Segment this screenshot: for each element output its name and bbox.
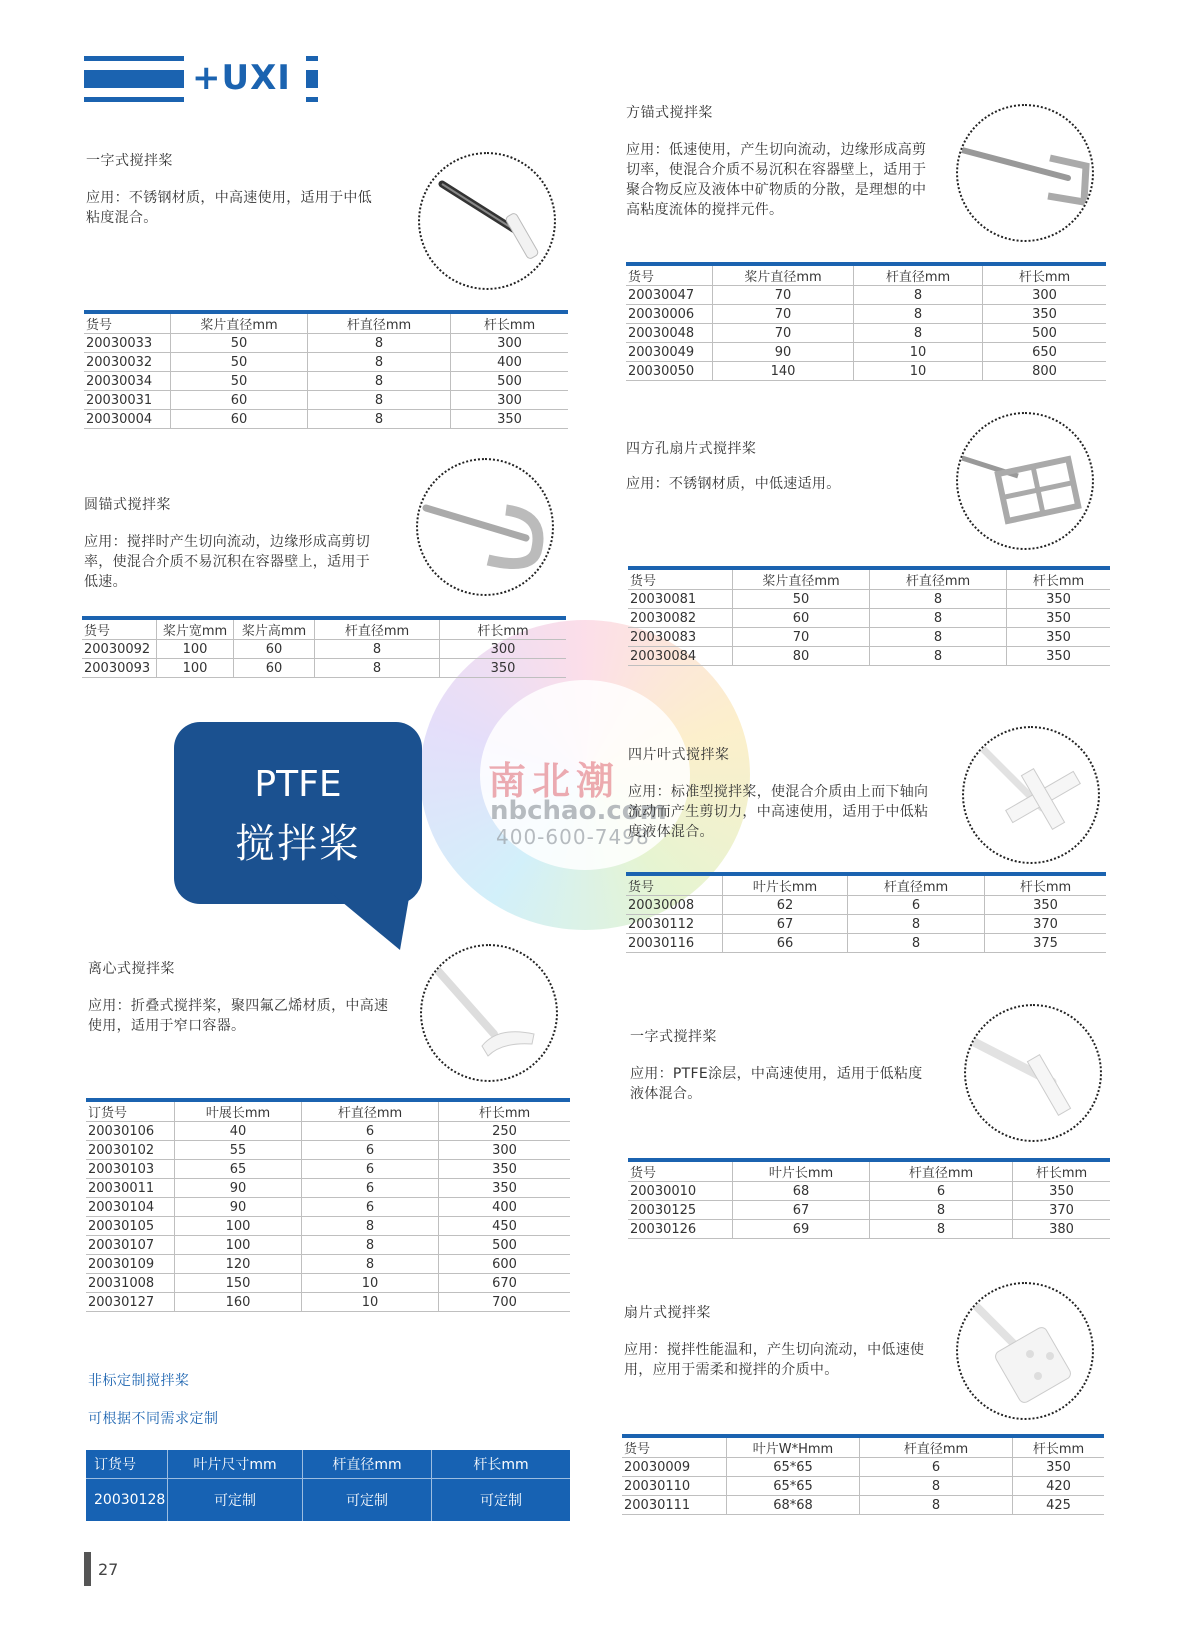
table-row xyxy=(626,343,1106,362)
col-header: 杆长mm xyxy=(440,618,567,640)
table-cell: 68*68 xyxy=(727,1496,860,1515)
table-cell: 800 xyxy=(983,362,1107,381)
section-title: 一字式搅拌桨 xyxy=(86,153,173,169)
table-cell: 20030081 xyxy=(628,590,733,609)
custom-subtitle: 可根据不同需求定制 xyxy=(88,1411,219,1427)
table-cell: 20030106 xyxy=(86,1122,175,1141)
table-cell: 700 xyxy=(439,1293,571,1312)
col-header: 杆直径mm xyxy=(848,874,985,896)
table-cell: 60 xyxy=(171,410,308,429)
table-cell: 420 xyxy=(1013,1477,1105,1496)
section-description: 应用：搅拌性能温和，产生切向流动，中低速使用，应用于需柔和搅拌的介质中。 xyxy=(624,1342,925,1378)
table-cell: 6 xyxy=(302,1122,439,1141)
table-cell: 65 xyxy=(175,1160,302,1179)
table-cell: 20030093 xyxy=(82,659,157,678)
table-cell: 8 xyxy=(854,324,983,343)
section-title: 四方孔扇片式搅拌桨 xyxy=(626,441,757,457)
col-header: 杆直径mm xyxy=(870,1160,1013,1182)
table-cell: 50 xyxy=(171,372,308,391)
table-cell: 8 xyxy=(302,1236,439,1255)
table-cell: 20030112 xyxy=(626,915,723,934)
custom-title: 非标定制搅拌桨 xyxy=(88,1373,190,1389)
col-header: 货号 xyxy=(628,1160,733,1182)
table-cell: 20030048 xyxy=(626,324,713,343)
table-cell: 8 xyxy=(854,286,983,305)
section-title: 离心式搅拌桨 xyxy=(88,961,175,977)
table-row xyxy=(626,362,1106,381)
table-cell: 65*65 xyxy=(727,1477,860,1496)
col-header: 桨片直径mm xyxy=(713,264,854,286)
table-cell: 140 xyxy=(713,362,854,381)
table-cell: 100 xyxy=(157,640,234,659)
table-cell: 66 xyxy=(723,934,848,953)
table-row xyxy=(84,353,568,372)
col-header: 桨片直径mm xyxy=(733,568,870,590)
table-row xyxy=(86,1479,570,1522)
table-cell: 500 xyxy=(439,1236,571,1255)
table-cell: 90 xyxy=(713,343,854,362)
col-header: 叶片长mm xyxy=(723,874,848,896)
table-cell: 8 xyxy=(870,628,1007,647)
section-title: 圆锚式搅拌桨 xyxy=(84,497,171,513)
table-cell: 8 xyxy=(848,934,985,953)
table-cell: 350 xyxy=(1007,628,1111,647)
table-cell: 20030031 xyxy=(84,391,171,410)
product-image xyxy=(964,1004,1102,1142)
table-cell: 8 xyxy=(302,1217,439,1236)
badge-line2: 搅拌桨 xyxy=(235,821,361,867)
table-cell: 20030083 xyxy=(628,628,733,647)
section-description: 应用：PTFE涂层，中高速使用，适用于低粘度液体混合。 xyxy=(630,1066,923,1102)
table-cell: 10 xyxy=(302,1293,439,1312)
table-row xyxy=(86,1122,570,1141)
col-header: 杆直径mm xyxy=(870,568,1007,590)
table-cell: 80 xyxy=(733,647,870,666)
table-cell: 20030126 xyxy=(628,1220,733,1239)
table-row xyxy=(82,659,566,678)
table-row xyxy=(86,1293,570,1312)
table-row xyxy=(626,896,1106,915)
table-cell: 8 xyxy=(308,391,451,410)
table-row xyxy=(626,915,1106,934)
table-cell: 670 xyxy=(439,1274,571,1293)
table-cell: 20030107 xyxy=(86,1236,175,1255)
logo-wordmark: +UXI xyxy=(192,58,291,98)
table-cell: 10 xyxy=(854,343,983,362)
table-cell: 100 xyxy=(175,1217,302,1236)
table-cell: 500 xyxy=(983,324,1107,343)
table-cell: 400 xyxy=(451,353,569,372)
table-cell: 20030127 xyxy=(86,1293,175,1312)
section-description: 应用：标准型搅拌桨，使混合介质由上而下轴向流动而产生剪切力，中高速使用，适用于中低粘度液体混合。 xyxy=(628,784,929,840)
table-row xyxy=(628,1182,1110,1201)
table-row xyxy=(82,640,566,659)
table-cell: 300 xyxy=(983,286,1107,305)
table-cell: 650 xyxy=(983,343,1107,362)
table-cell: 70 xyxy=(713,305,854,324)
product-image xyxy=(962,726,1100,864)
col-header: 杆直径mm xyxy=(302,1100,439,1122)
table-cell: 350 xyxy=(1013,1182,1111,1201)
section-title: 一字式搅拌桨 xyxy=(630,1029,717,1045)
table-row xyxy=(84,410,568,429)
table-cell: 8 xyxy=(315,640,440,659)
table-row xyxy=(86,1179,570,1198)
table-cell: 20030008 xyxy=(626,896,723,915)
page-number: 27 xyxy=(98,1560,119,1579)
col-header: 货号 xyxy=(82,618,157,640)
col-header: 叶片尺寸mm xyxy=(168,1450,303,1479)
table-cell: 400 xyxy=(439,1198,571,1217)
table-cell: 10 xyxy=(854,362,983,381)
section-title: 扇片式搅拌桨 xyxy=(624,1305,711,1321)
table-cell: 6 xyxy=(302,1198,439,1217)
table-row xyxy=(86,1160,570,1179)
table-cell: 20030102 xyxy=(86,1141,175,1160)
table-cell: 60 xyxy=(171,391,308,410)
table-cell: 60 xyxy=(234,640,315,659)
table-cell: 350 xyxy=(985,896,1107,915)
col-header: 订货号 xyxy=(86,1450,168,1479)
table-cell: 300 xyxy=(439,1141,571,1160)
table-row xyxy=(626,324,1106,343)
table-cell: 500 xyxy=(451,372,569,391)
col-header: 桨片直径mm xyxy=(171,312,308,334)
table-cell: 6 xyxy=(870,1182,1013,1201)
table-cell: 65*65 xyxy=(727,1458,860,1477)
table-cell: 55 xyxy=(175,1141,302,1160)
col-header: 货号 xyxy=(626,874,723,896)
table-row xyxy=(628,647,1110,666)
watermark-brand: 南北潮 xyxy=(488,759,621,803)
col-header: 杆长mm xyxy=(439,1100,571,1122)
col-header: 杆长mm xyxy=(1013,1160,1111,1182)
table-row xyxy=(84,391,568,410)
table-cell: 20030084 xyxy=(628,647,733,666)
table-cell: 350 xyxy=(440,659,567,678)
table-cell: 425 xyxy=(1013,1496,1105,1515)
table-cell: 8 xyxy=(308,372,451,391)
table-cell: 20030050 xyxy=(626,362,713,381)
table-cell: 450 xyxy=(439,1217,571,1236)
table-cell: 62 xyxy=(723,896,848,915)
product-image xyxy=(956,104,1094,242)
watermark-phone: 400-600-7498 xyxy=(496,825,650,849)
table-cell: 370 xyxy=(985,915,1107,934)
spec-table xyxy=(626,872,1106,953)
col-header: 杆长mm xyxy=(1013,1436,1105,1458)
page-number-bar xyxy=(84,1552,91,1586)
col-header: 杆长mm xyxy=(432,1450,571,1479)
col-header: 货号 xyxy=(84,312,171,334)
table-cell: 50 xyxy=(171,334,308,353)
table-cell: 8 xyxy=(308,353,451,372)
table-cell: 20030034 xyxy=(84,372,171,391)
col-header: 叶片W*Hmm xyxy=(727,1436,860,1458)
product-image xyxy=(418,152,556,290)
col-header: 桨片高mm xyxy=(234,618,315,640)
table-cell: 6 xyxy=(302,1160,439,1179)
table-row xyxy=(86,1236,570,1255)
table-row xyxy=(628,1201,1110,1220)
table-cell: 100 xyxy=(157,659,234,678)
table-cell: 8 xyxy=(308,334,451,353)
product-image xyxy=(956,1282,1094,1420)
table-cell: 70 xyxy=(713,286,854,305)
table-cell: 6 xyxy=(860,1458,1013,1477)
table-cell: 8 xyxy=(860,1477,1013,1496)
table-cell: 120 xyxy=(175,1255,302,1274)
col-header: 杆直径mm xyxy=(854,264,983,286)
table-cell: 8 xyxy=(870,1201,1013,1220)
table-cell: 20030011 xyxy=(86,1179,175,1198)
section-description: 应用：折叠式搅拌桨，聚四氟乙烯材质，中高速使用，适用于窄口容器。 xyxy=(88,998,389,1034)
table-cell: 100 xyxy=(175,1236,302,1255)
table-row xyxy=(86,1141,570,1160)
col-header: 桨片宽mm xyxy=(157,618,234,640)
table-cell: 67 xyxy=(723,915,848,934)
table-row xyxy=(628,609,1110,628)
table-cell: 20030033 xyxy=(84,334,171,353)
spec-table xyxy=(622,1434,1104,1515)
spec-table xyxy=(82,616,566,678)
table-cell: 300 xyxy=(440,640,567,659)
table-cell: 20030010 xyxy=(628,1182,733,1201)
table-cell: 350 xyxy=(1013,1458,1105,1477)
table-cell: 20030047 xyxy=(626,286,713,305)
table-row xyxy=(622,1496,1104,1515)
col-header: 货号 xyxy=(626,264,713,286)
custom-table xyxy=(86,1450,570,1521)
table-cell: 8 xyxy=(848,915,985,934)
table-cell: 8 xyxy=(870,590,1007,609)
table-cell: 20030110 xyxy=(622,1477,727,1496)
table-cell: 20031008 xyxy=(86,1274,175,1293)
table-row xyxy=(622,1458,1104,1477)
section-description: 应用：不锈钢材质，中低速适用。 xyxy=(626,476,841,492)
spec-table xyxy=(626,262,1106,381)
section-title: 四片叶式搅拌桨 xyxy=(628,747,730,763)
table-cell: 380 xyxy=(1013,1220,1111,1239)
table-cell: 250 xyxy=(439,1122,571,1141)
table-row xyxy=(626,305,1106,324)
table-cell: 8 xyxy=(870,609,1007,628)
table-row xyxy=(86,1274,570,1293)
table-cell: 90 xyxy=(175,1198,302,1217)
table-cell: 20030125 xyxy=(628,1201,733,1220)
table-cell: 20030103 xyxy=(86,1160,175,1179)
table-cell: 50 xyxy=(733,590,870,609)
col-header: 杆长mm xyxy=(985,874,1107,896)
product-image xyxy=(416,458,554,596)
category-badge xyxy=(174,722,422,922)
table-cell: 68 xyxy=(733,1182,870,1201)
table-cell: 70 xyxy=(733,628,870,647)
spec-table xyxy=(86,1098,570,1312)
table-cell: 可定制 xyxy=(303,1479,432,1522)
table-cell: 20030032 xyxy=(84,353,171,372)
table-row xyxy=(86,1217,570,1236)
section-title: 方锚式搅拌桨 xyxy=(626,105,713,121)
product-image xyxy=(420,944,558,1082)
col-header: 杆直径mm xyxy=(308,312,451,334)
table-row xyxy=(628,1220,1110,1239)
table-cell: 50 xyxy=(171,353,308,372)
table-cell: 60 xyxy=(234,659,315,678)
table-cell: 350 xyxy=(1007,647,1111,666)
table-cell: 可定制 xyxy=(168,1479,303,1522)
table-row xyxy=(628,628,1110,647)
table-row xyxy=(626,286,1106,305)
table-cell: 350 xyxy=(983,305,1107,324)
spec-table xyxy=(84,310,568,429)
table-cell: 67 xyxy=(733,1201,870,1220)
table-cell: 6 xyxy=(302,1141,439,1160)
table-cell: 69 xyxy=(733,1220,870,1239)
col-header: 叶片长mm xyxy=(733,1160,870,1182)
table-cell: 20030009 xyxy=(622,1458,727,1477)
table-cell: 300 xyxy=(451,391,569,410)
table-cell: 160 xyxy=(175,1293,302,1312)
badge-line1: PTFE xyxy=(254,764,342,805)
table-row xyxy=(86,1198,570,1217)
table-cell: 6 xyxy=(302,1179,439,1198)
col-header: 订货号 xyxy=(86,1100,175,1122)
table-cell: 350 xyxy=(439,1179,571,1198)
table-cell: 20030105 xyxy=(86,1217,175,1236)
table-cell: 可定制 xyxy=(432,1479,571,1522)
table-cell: 600 xyxy=(439,1255,571,1274)
table-cell: 8 xyxy=(302,1255,439,1274)
table-cell: 375 xyxy=(985,934,1107,953)
table-row xyxy=(628,590,1110,609)
table-row xyxy=(626,934,1106,953)
table-cell: 6 xyxy=(848,896,985,915)
col-header: 杆直径mm xyxy=(303,1450,432,1479)
table-cell: 90 xyxy=(175,1179,302,1198)
table-row xyxy=(86,1255,570,1274)
col-header: 杆长mm xyxy=(1007,568,1111,590)
col-header: 叶展长mm xyxy=(175,1100,302,1122)
table-cell: 350 xyxy=(1007,590,1111,609)
col-header: 杆直径mm xyxy=(315,618,440,640)
table-cell: 70 xyxy=(713,324,854,343)
table-cell: 8 xyxy=(870,647,1007,666)
watermark-site: nbchao.com xyxy=(490,796,667,826)
col-header: 杆直径mm xyxy=(860,1436,1013,1458)
table-cell: 40 xyxy=(175,1122,302,1141)
spec-table xyxy=(628,566,1110,666)
table-cell: 350 xyxy=(1007,609,1111,628)
section-description: 应用：低速使用，产生切向流动，边缘形成高剪切率，使混合介质不易沉积在容器壁上，适用于聚合物反应及液体中矿物质的分散，是理想的中高粘度流体的搅拌元件。 xyxy=(626,142,927,218)
table-cell: 8 xyxy=(860,1496,1013,1515)
table-cell: 10 xyxy=(302,1274,439,1293)
table-cell: 20030104 xyxy=(86,1198,175,1217)
col-header: 货号 xyxy=(622,1436,727,1458)
table-cell: 8 xyxy=(308,410,451,429)
spec-table xyxy=(628,1158,1110,1239)
table-row xyxy=(84,334,568,353)
table-cell: 8 xyxy=(854,305,983,324)
col-header: 货号 xyxy=(628,568,733,590)
table-cell: 20030128 xyxy=(94,1492,166,1508)
section-description: 应用：不锈钢材质，中高速使用，适用于中低粘度混合。 xyxy=(86,190,372,226)
table-cell: 370 xyxy=(1013,1201,1111,1220)
table-cell: 8 xyxy=(870,1220,1013,1239)
table-cell: 20030049 xyxy=(626,343,713,362)
section-description: 应用：搅拌时产生切向流动，边缘形成高剪切率，使混合介质不易沉积在容器壁上，适用于低速。 xyxy=(84,534,370,590)
table-cell: 350 xyxy=(439,1160,571,1179)
table-cell: 350 xyxy=(451,410,569,429)
table-cell: 300 xyxy=(451,334,569,353)
table-cell: 150 xyxy=(175,1274,302,1293)
table-cell: 20030109 xyxy=(86,1255,175,1274)
table-cell: 20030004 xyxy=(84,410,171,429)
table-cell: 8 xyxy=(315,659,440,678)
table-row xyxy=(84,372,568,391)
table-cell: 20030006 xyxy=(626,305,713,324)
col-header: 杆长mm xyxy=(983,264,1107,286)
table-cell: 20030111 xyxy=(622,1496,727,1515)
table-cell: 20030116 xyxy=(626,934,723,953)
col-header: 杆长mm xyxy=(451,312,569,334)
table-cell: 60 xyxy=(733,609,870,628)
product-image xyxy=(956,412,1094,550)
table-row xyxy=(622,1477,1104,1496)
brand-logo xyxy=(84,56,320,104)
table-cell: 20030082 xyxy=(628,609,733,628)
table-cell: 20030092 xyxy=(82,640,157,659)
